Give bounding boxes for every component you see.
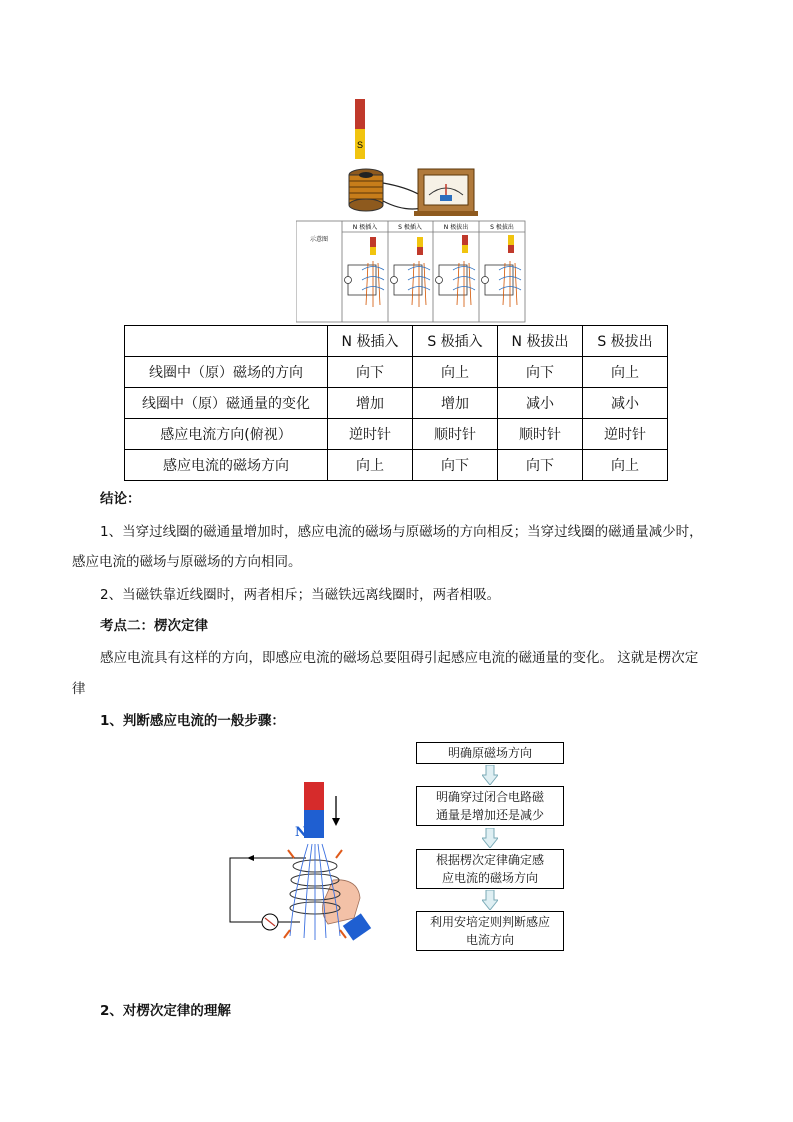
row-label: 线圈中（原）磁通量的变化	[125, 388, 328, 419]
table-row	[125, 450, 668, 481]
table-cell: 向下	[498, 450, 583, 481]
schematic-col-3: N 极拔出	[443, 224, 469, 231]
conclusion-heading: 结论：	[100, 491, 141, 507]
table-cell: 向下	[413, 450, 498, 481]
flow-arrow-down-icon	[482, 890, 498, 910]
section2-text-line2: 律	[72, 681, 86, 697]
section2-sub2: 2、对楞次定律的理解	[100, 1003, 231, 1019]
table-cell: 向上	[583, 357, 668, 388]
table-cell: 顺时针	[413, 419, 498, 450]
table-cell: 增加	[413, 388, 498, 419]
flowchart-figure	[228, 740, 573, 962]
table-cell: 向下	[498, 357, 583, 388]
flow-step-3	[416, 849, 564, 889]
result-table	[124, 325, 668, 481]
table-header-cell: S 极拔出	[583, 326, 668, 357]
flow-step-1-text: 明确原磁场方向	[447, 746, 532, 760]
section2-text-line1: 感应电流具有这样的方向，即感应电流的磁场总要阻碍引起感应电流的磁通量的变化。 这就是楞次定	[100, 650, 699, 666]
table-cell: 增加	[328, 388, 413, 419]
coil-hand-illustration	[228, 740, 388, 962]
table-header-cell: S 极插入	[413, 326, 498, 357]
flow-step-2-line1: 明确穿过闭合电路磁	[435, 790, 544, 804]
table-header-row	[125, 326, 668, 357]
section2-sub1: 1、判断感应电流的一般步骤：	[100, 713, 285, 729]
apparatus-figure	[296, 95, 526, 323]
apparatus-illustration	[296, 95, 526, 323]
schematic-col-2: S 极插入	[398, 224, 422, 231]
table-cell: 顺时针	[498, 419, 583, 450]
table-row	[125, 388, 668, 419]
flow-step-2-line2: 通量是增加还是减少	[435, 808, 544, 822]
section2-heading: 考点二：楞次定律	[100, 618, 208, 634]
table-row	[125, 357, 668, 388]
row-label: 感应电流的磁场方向	[125, 450, 328, 481]
table-cell: 减小	[583, 388, 668, 419]
flow-step-2	[416, 786, 564, 826]
magnet-n-label: N	[295, 825, 307, 840]
flow-arrow-down-icon	[482, 765, 498, 785]
table-cell: 向上	[583, 450, 668, 481]
flow-step-3-line2: 应电流的磁场方向	[441, 871, 538, 885]
flow-step-4	[416, 911, 564, 951]
flow-step-3-line1: 根据楞次定律确定感	[435, 853, 544, 867]
table-cell: 向上	[413, 357, 498, 388]
table-cell: 向上	[328, 450, 413, 481]
flow-step-1	[416, 742, 564, 764]
schematic-col-1: N 极插入	[352, 224, 378, 231]
flow-step-4-line2: 电流方向	[465, 933, 514, 947]
magnet-letter: S	[356, 140, 364, 150]
flow-step-4-line1: 利用安培定则判断感应	[429, 915, 550, 929]
row-label: 线圈中（原）磁场的方向	[125, 357, 328, 388]
flow-arrow-down-icon	[482, 828, 498, 848]
row-label: 感应电流方向(俯视）	[125, 419, 328, 450]
table-cell: 减小	[498, 388, 583, 419]
table-cell: 逆时针	[328, 419, 413, 450]
table-header-cell: N 极插入	[328, 326, 413, 357]
conclusion-p1-line1: 1、当穿过线圈的磁通量增加时，感应电流的磁场与原磁场的方向相反；当穿过线圈的磁通量减少时，	[100, 524, 703, 540]
table-header-cell	[125, 326, 328, 357]
table-cell: 逆时针	[583, 419, 668, 450]
table-cell: 向下	[328, 357, 413, 388]
table-header-cell: N 极拔出	[498, 326, 583, 357]
schematic-header-label: 示意图	[310, 236, 329, 243]
conclusion-p2: 2、当磁铁靠近线圈时，两者相斥；当磁铁远离线圈时，两者相吸。	[100, 587, 501, 603]
table-row	[125, 419, 668, 450]
conclusion-p1-line2: 感应电流的磁场与原磁场的方向相同。	[72, 554, 302, 570]
schematic-col-4: S 极拔出	[490, 224, 514, 231]
